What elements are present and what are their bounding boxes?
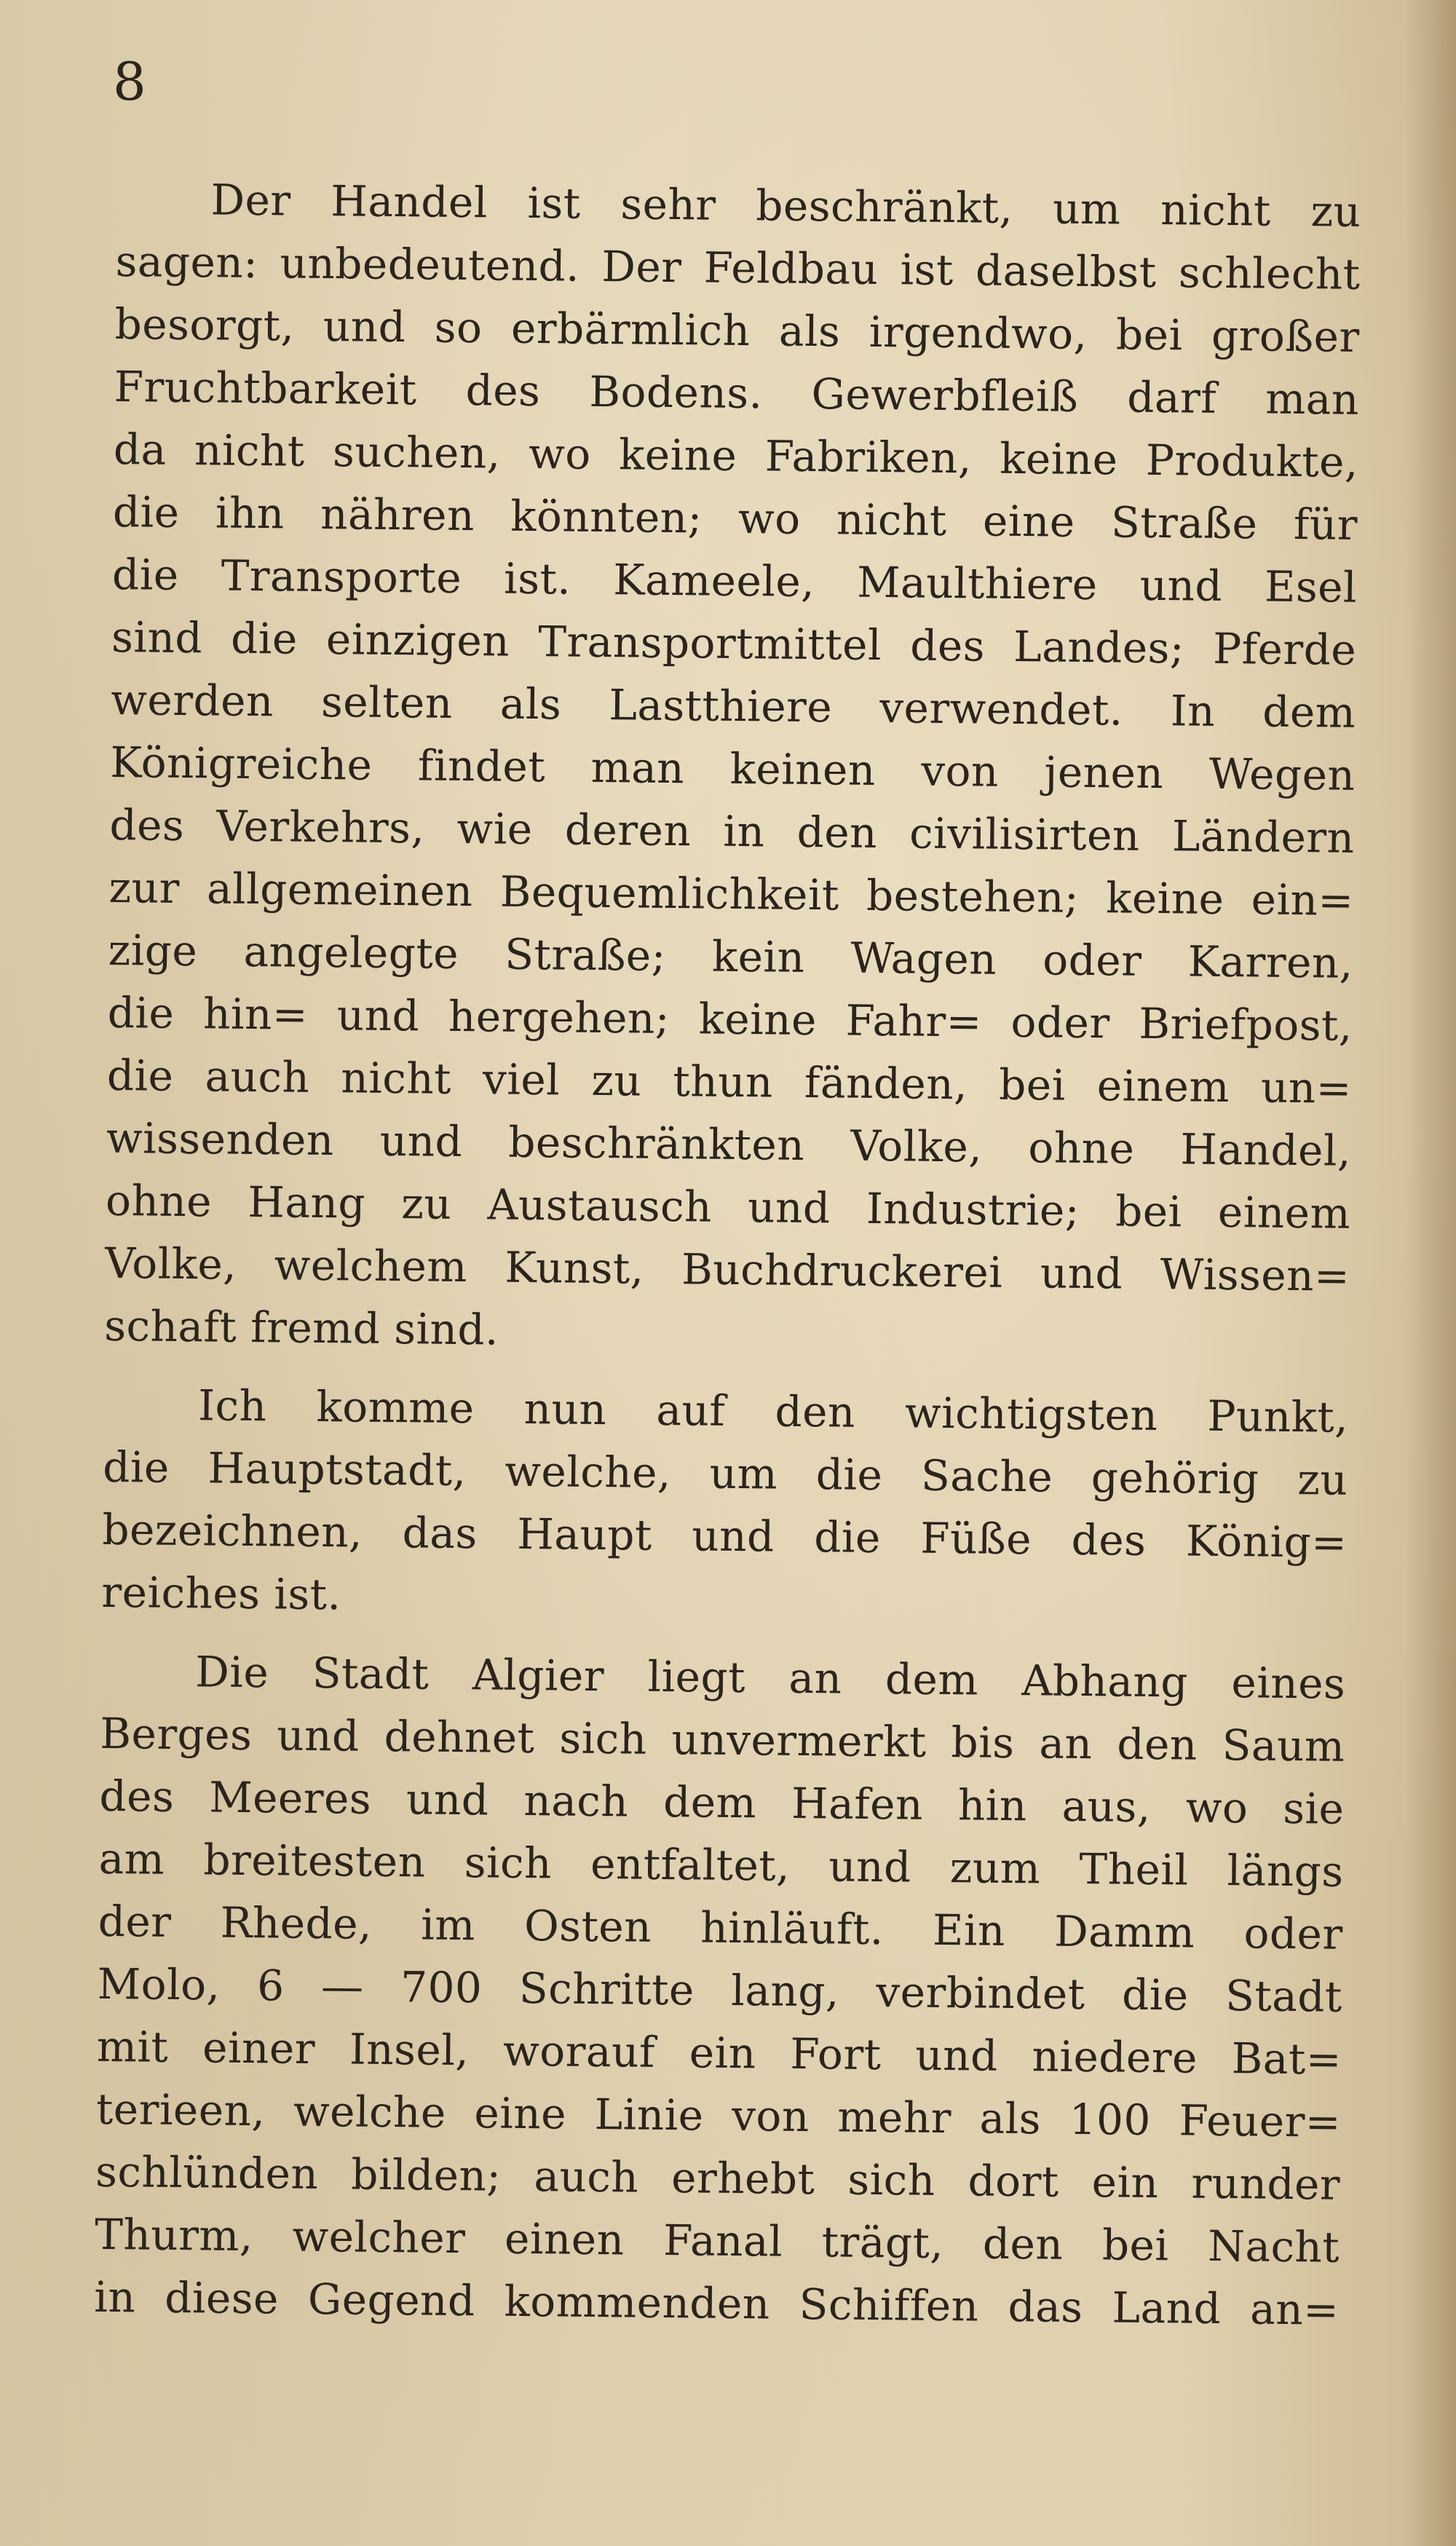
text-line: Molo, 6 — 700 Schritte lang, verbindet die Stadt [97, 1958, 1343, 2022]
text-line: Die Stadt Algier liegt an dem Abhang eines [195, 1647, 1346, 1709]
text-line: die hin= und hergehen; keine Fahr= oder Briefpost, [107, 987, 1353, 1051]
text-line: in diese Gegend kommenden Schiffen das Land an= [94, 2272, 1340, 2335]
text-line: zur allgemeinen Bequemlichkeit bestehen; keine ein= [108, 862, 1354, 925]
text-line: Königreiche findet man keinen von jenen Wegen [110, 737, 1356, 800]
text-line: bezeichnen, das Haupt und die Füße des König= [102, 1504, 1348, 1567]
text-line: des Verkehrs, wie deren in den civilisirten Ländern [109, 799, 1355, 863]
text-line: sind die einzigen Transportmittel des Landes; Pferde [111, 612, 1357, 675]
page-number: 8 [113, 51, 146, 112]
text-line: werden selten als Lastthiere verwendet. In dem [110, 674, 1356, 738]
text-line: Thurm, welcher einen Fanal trägt, den bei Nacht [94, 2209, 1340, 2272]
text-line: schlünden bilden; auch erhebt sich dort ein runder [95, 2146, 1341, 2210]
text-line: die auch nicht viel zu thun fänden, bei einem un= [106, 1050, 1353, 1113]
paragraph-city-algier [94, 1640, 1346, 2341]
text-line: Ich komme nun auf den wichtigsten Punkt, [197, 1380, 1349, 1442]
text-line: zige angelegte Straße; kein Wagen oder Karren, [108, 925, 1354, 988]
text-line: besorgt, und so erbärmlich als irgendwo, bei großer [114, 299, 1361, 362]
text-line: da nicht suchen, wo keine Fabriken, keine Produkte, [113, 424, 1359, 487]
text-line: terieen, welche eine Linie von mehr als 100 Feuer= [95, 2084, 1342, 2147]
text-line: wissenden und beschränkten Volke, ohne Handel, [106, 1112, 1352, 1176]
paragraph-trade [104, 167, 1361, 1370]
text-line: Berges und dehnet sich unvermerkt bis an den Saum [100, 1708, 1345, 1771]
text-line: sagen: unbedeutend. Der Feldbau ist daselbst schlecht [115, 236, 1361, 299]
text-line: die Transporte ist. Kameele, Maulthiere und Esel [111, 549, 1358, 612]
text-line: des Meeres und nach dem Hafen hin aus, wo sie [99, 1771, 1345, 1834]
text-line: Der Handel ist sehr beschränkt, um nicht zu [210, 175, 1361, 237]
text-line: die Hauptstadt, welche, um die Sache gehörig zu [102, 1442, 1348, 1505]
paragraph-capital [101, 1373, 1349, 1637]
body-text [94, 167, 1361, 2341]
text-line: die ihn nähren könnten; wo nicht eine Straße für [112, 486, 1358, 550]
text-line: am breitesten sich entfaltet, und zum Theil längs [98, 1833, 1344, 1897]
text-line: mit einer Insel, worauf ein Fort und niedere Bat= [96, 2021, 1342, 2084]
text-line: Volke, welchem Kunst, Buchdruckerei und Wissen= [104, 1238, 1350, 1301]
text-line: ohne Hang zu Austausch und Industrie; bei einem [105, 1175, 1351, 1238]
text-line: der Rhede, im Osten hinläuft. Ein Damm oder [98, 1896, 1344, 1959]
text-line: schaft fremd sind. [103, 1300, 499, 1355]
text-line: Fruchtbarkeit des Bodens. Gewerbfleiß darf man [114, 361, 1360, 424]
text-line: reiches ist. [101, 1567, 341, 1620]
